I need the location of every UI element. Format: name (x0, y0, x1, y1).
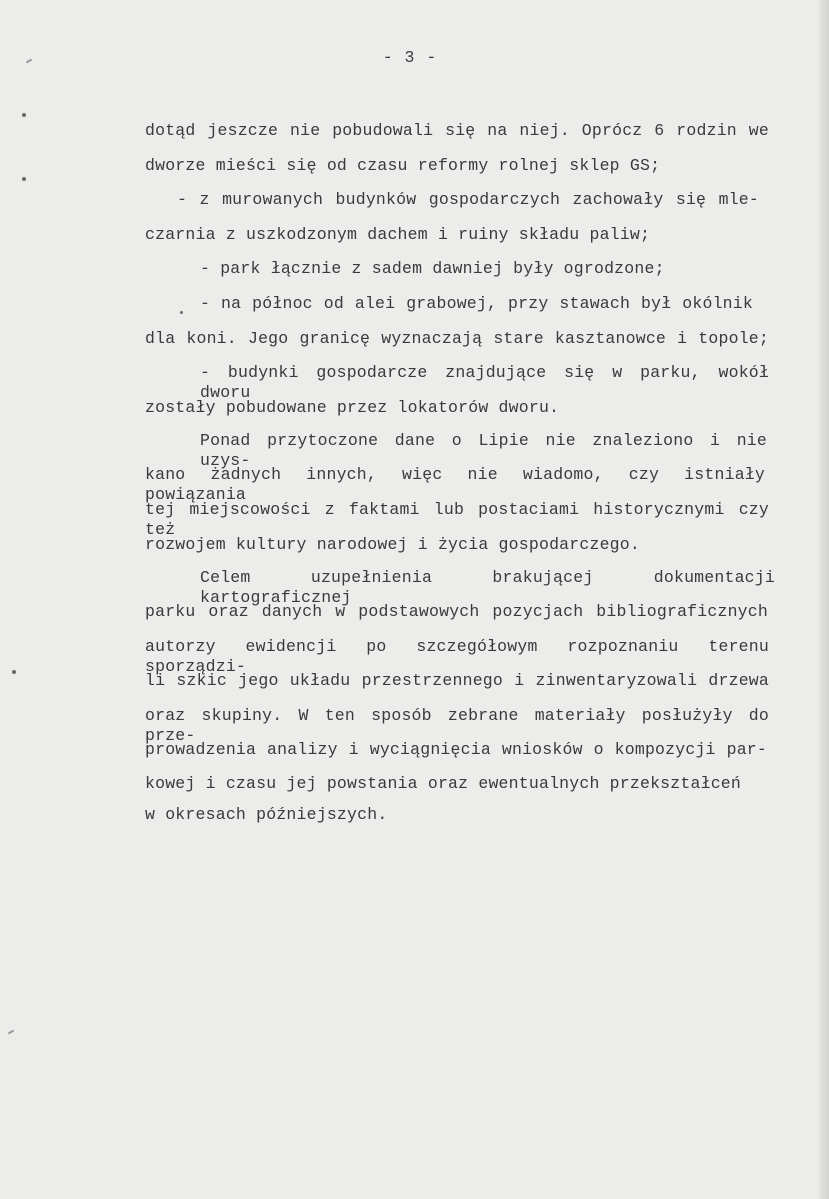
text-line: tej miejscowości z faktami lub postaciami historycznymi czy też (145, 500, 769, 539)
text-line: Ponad przytoczone dane o Lipie nie znaleziono i nie uzys- (200, 431, 767, 470)
punch-mark (180, 311, 183, 314)
text-line: - z murowanych budynków gospodarczych zachowały się mle- (177, 190, 759, 209)
text-line: parku oraz danych w podstawowych pozycjach bibliograficznych (145, 602, 768, 621)
text-line: w okresach późniejszych. (145, 805, 388, 824)
margin-mark (8, 1030, 14, 1035)
text-line: czarnia z uszkodzonym dachem i ruiny składu paliw; (145, 225, 651, 244)
text-line: - budynki gospodarcze znajdujące się w parku, wokół dworu (200, 363, 769, 402)
text-line: - na północ od alei grabowej, przy stawach był okólnik (200, 294, 753, 313)
text-line: autorzy ewidencji po szczegółowym rozpoznaniu terenu sporządzi- (145, 637, 769, 676)
margin-mark (26, 59, 32, 64)
punch-mark (12, 670, 16, 674)
text-line: kowej i czasu jej powstania oraz ewentualnych przekształceń (145, 774, 741, 793)
paper-edge (819, 0, 829, 1199)
text-line: dla koni. Jego granicę wyznaczają stare kasztanowce i topole; (145, 329, 769, 348)
text-line: prowadzenia analizy i wyciągnięcia wniosków o kompozycji par- (145, 740, 767, 759)
text-line: li szkic jego układu przestrzennego i zinwentaryzowali drzewa (145, 671, 769, 690)
page-number: - 3 - (382, 48, 438, 67)
text-line: Celem uzupełnienia brakującej dokumentacji kartograficznej (200, 568, 775, 607)
punch-mark (22, 177, 26, 181)
text-line: zostały pobudowane przez lokatorów dworu. (145, 398, 560, 417)
text-line: oraz skupiny. W ten sposób zebrane materiały posłużyły do prze- (145, 706, 769, 745)
text-line: - park łącznie z sadem dawniej były ogrodzone; (200, 259, 665, 278)
text-line: dworze mieści się od czasu reformy rolnej sklep GS; (145, 156, 661, 175)
text-line: rozwojem kultury narodowej i życia gospodarczego. (145, 535, 640, 554)
text-line: dotąd jeszcze nie pobudowali się na niej. Oprócz 6 rodzin we (145, 121, 769, 140)
punch-mark (22, 113, 26, 117)
text-line: kano żadnych innych, więc nie wiadomo, czy istniały powiązania (145, 465, 765, 504)
